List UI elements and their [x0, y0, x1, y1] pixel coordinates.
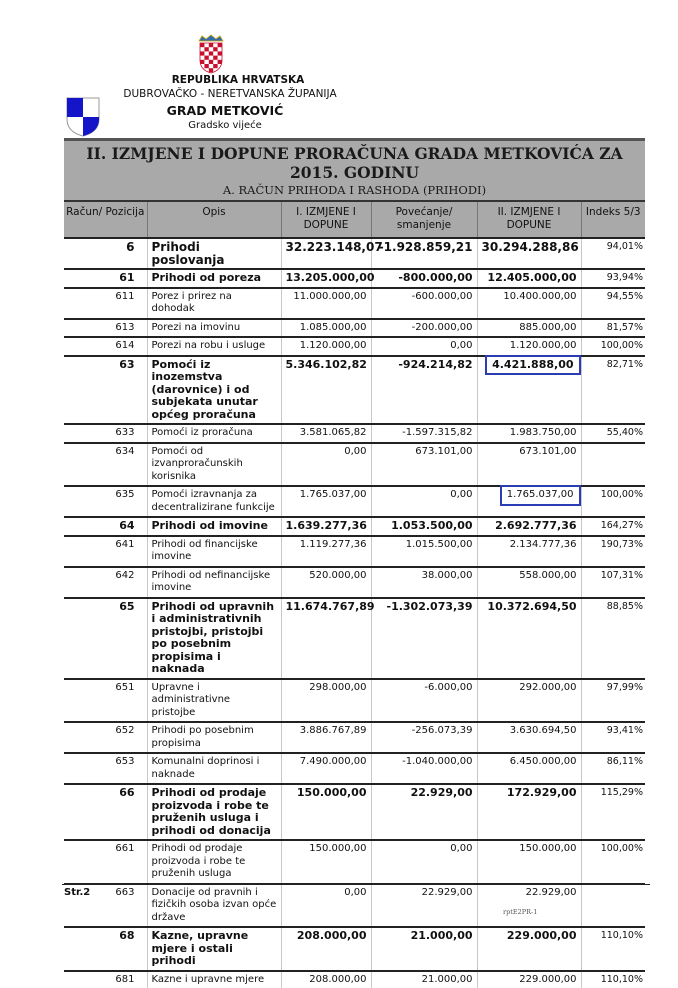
- ii-izmjene-value: 3.630.694,50: [510, 725, 577, 736]
- ii-izmjene-value-cell: [477, 598, 581, 679]
- account-code: 661: [115, 843, 134, 854]
- i-izmjene-value: 11.674.767,89: [286, 600, 375, 613]
- i-izmjene-value-cell: [281, 356, 371, 425]
- ii-izmjene-value: 229.000,00: [507, 929, 577, 942]
- index-value-cell: [581, 679, 645, 723]
- change-value: -200.000,00: [412, 322, 473, 333]
- account-code-cell: [64, 486, 147, 517]
- index-value-cell: [581, 238, 645, 269]
- table-row: [64, 356, 645, 425]
- index-value: 107,31%: [601, 570, 643, 581]
- change-value-cell: [371, 598, 477, 679]
- index-value-cell: [581, 784, 645, 840]
- description: Porezi na imovinu: [152, 322, 241, 333]
- ii-izmjene-value: 10.400.000,00: [503, 291, 576, 302]
- account-code-cell: [64, 598, 147, 679]
- description: Prihodi od nefinancijske imovine: [152, 570, 271, 594]
- account-code-cell: [64, 971, 147, 988]
- i-izmjene-value: 298.000,00: [309, 682, 366, 693]
- description: Prihodi od prodaje proizvoda i robe te pruženih usluga: [152, 843, 246, 879]
- index-value-cell: [581, 598, 645, 679]
- i-izmjene-value-cell: [281, 784, 371, 840]
- i-izmjene-value: 0,00: [344, 887, 366, 898]
- change-value-cell: [371, 840, 477, 884]
- change-value-cell: [371, 486, 477, 517]
- account-code-cell: [64, 840, 147, 884]
- ii-izmjene-value: 10.372.694,50: [487, 600, 576, 613]
- change-value-cell: [371, 679, 477, 723]
- account-code: 68: [119, 929, 134, 942]
- table-header-row: [64, 201, 645, 238]
- i-izmjene-value-cell: [281, 319, 371, 338]
- change-value: 0,00: [450, 489, 472, 500]
- account-code: 65: [119, 600, 134, 613]
- description-cell: [147, 443, 281, 487]
- table-row: [64, 753, 645, 784]
- header-zupanija: DUBROVAČKO - NERETVANSKA ŽUPANIJA: [100, 88, 360, 100]
- index-value: 88,85%: [607, 601, 643, 612]
- index-value: 97,99%: [607, 682, 643, 693]
- description: Kazne i upravne mjere: [152, 974, 265, 985]
- account-code-cell: [64, 679, 147, 723]
- description: Komunalni doprinosi i naknade: [152, 756, 260, 780]
- ii-izmjene-value-cell: [477, 337, 581, 356]
- change-value-cell: [371, 269, 477, 288]
- change-value: 38.000,00: [422, 570, 473, 581]
- i-izmjene-value: 3.581.065,82: [300, 427, 367, 438]
- ii-izmjene-value-cell: [477, 443, 581, 487]
- change-value-cell: [371, 356, 477, 425]
- index-value: 55,40%: [607, 427, 643, 438]
- index-value-cell: [581, 517, 645, 536]
- i-izmjene-value-cell: [281, 337, 371, 356]
- header-vijece: Gradsko vijeće: [150, 120, 300, 131]
- index-value-cell: [581, 753, 645, 784]
- ii-izmjene-value-cell: [477, 424, 581, 443]
- description-cell: [147, 269, 281, 288]
- ii-izmjene-value: 172.929,00: [507, 786, 577, 799]
- change-value-cell: [371, 722, 477, 753]
- ii-izmjene-value-cell: [477, 971, 581, 988]
- change-value-cell: [371, 443, 477, 487]
- index-value-cell: [581, 337, 645, 356]
- account-code-cell: [64, 356, 147, 425]
- index-value: 164,27%: [601, 520, 643, 531]
- i-izmjene-value: 150.000,00: [297, 786, 367, 799]
- i-izmjene-value: 3.886.767,89: [300, 725, 367, 736]
- account-code-cell: [64, 722, 147, 753]
- ii-izmjene-value-cell: [477, 840, 581, 884]
- i-izmjene-value-cell: [281, 722, 371, 753]
- ii-izmjene-value-cell: [477, 319, 581, 338]
- change-value: 22.929,00: [422, 887, 473, 898]
- ii-izmjene-value-cell: [477, 722, 581, 753]
- i-izmjene-value: 208.000,00: [309, 974, 366, 985]
- change-value-cell: [371, 536, 477, 567]
- account-code-cell: [64, 288, 147, 319]
- column-header-povecanje: Povećanje/ smanjenje: [371, 201, 477, 238]
- ii-izmjene-value-cell: [477, 567, 581, 598]
- index-value-cell: [581, 356, 645, 425]
- description-cell: [147, 486, 281, 517]
- description: Prihodi od financijske imovine: [152, 539, 258, 563]
- description: Pomoći iz inozemstva (darovnice) i od subjekata unutar općeg proračuna: [152, 358, 258, 421]
- description-cell: [147, 337, 281, 356]
- index-value: 100,00%: [601, 340, 643, 351]
- account-code-cell: [64, 753, 147, 784]
- account-code: 613: [115, 322, 134, 333]
- description: Porezi na robu i usluge: [152, 340, 266, 351]
- column-header-racun: Račun/ Pozicija: [64, 201, 147, 238]
- change-value: 673.101,00: [415, 446, 472, 457]
- budget-table: [64, 200, 645, 988]
- description: Pomoći od izvanproračunskih korisnika: [152, 446, 243, 482]
- change-value-cell: [371, 927, 477, 971]
- account-code: 641: [115, 539, 134, 550]
- i-izmjene-value-cell: [281, 679, 371, 723]
- account-code: 64: [119, 519, 134, 532]
- document-subtitle: A. RAČUN PRIHODA I RASHODA (PRIHODI): [64, 183, 645, 197]
- account-code: 63: [119, 358, 134, 371]
- table-row: [64, 424, 645, 443]
- ii-izmjene-value-cell: [477, 536, 581, 567]
- i-izmjene-value-cell: [281, 927, 371, 971]
- index-value-cell: [581, 536, 645, 567]
- index-value-cell: [581, 884, 645, 928]
- account-code: 61: [119, 271, 134, 284]
- account-code: 642: [115, 570, 134, 581]
- change-value: -1.040.000,00: [402, 756, 472, 767]
- change-value: 22.929,00: [411, 786, 473, 799]
- change-value-cell: [371, 288, 477, 319]
- ii-izmjene-value: 1.120.000,00: [510, 340, 577, 351]
- column-header-indeks: Indeks 5/3: [581, 201, 645, 238]
- account-code: 663: [115, 887, 134, 898]
- ii-izmjene-value-cell: [477, 486, 581, 517]
- i-izmjene-value-cell: [281, 840, 371, 884]
- change-value: -924.214,82: [398, 358, 472, 371]
- i-izmjene-value-cell: [281, 598, 371, 679]
- ii-izmjene-value-cell: [477, 238, 581, 269]
- account-code-cell: [64, 319, 147, 338]
- description-cell: [147, 753, 281, 784]
- description-cell: [147, 679, 281, 723]
- account-code-cell: [64, 536, 147, 567]
- description: Prihodi po posebnim propisima: [152, 725, 254, 749]
- account-code-cell: [64, 517, 147, 536]
- ii-izmjene-value-cell: [477, 753, 581, 784]
- account-code: 633: [115, 427, 134, 438]
- index-value: 81,57%: [607, 322, 643, 333]
- index-value-cell: [581, 927, 645, 971]
- description: Donacije od pravnih i fizičkih osoba izvan opće države: [152, 887, 277, 923]
- i-izmjene-value: 13.205.000,00: [286, 271, 375, 284]
- index-value-cell: [581, 567, 645, 598]
- index-value: 93,94%: [607, 272, 643, 283]
- index-value: 94,55%: [607, 291, 643, 302]
- description: Prihodi od prodaje proizvoda i robe te pruženih usluga i prihodi od donacija: [152, 786, 271, 837]
- description-cell: [147, 319, 281, 338]
- account-code: 634: [115, 446, 134, 457]
- account-code: 651: [115, 682, 134, 693]
- description-cell: [147, 238, 281, 269]
- change-value: -1.302.073,39: [387, 600, 473, 613]
- index-value: 190,73%: [601, 539, 643, 550]
- description: Upravne i administrativne pristojbe: [152, 682, 231, 718]
- i-izmjene-value: 5.346.102,82: [286, 358, 367, 371]
- table-row: [64, 536, 645, 567]
- ii-izmjene-value: 22.929,00: [526, 887, 577, 898]
- document-header: [0, 0, 678, 142]
- index-value-cell: [581, 722, 645, 753]
- i-izmjene-value: 1.120.000,00: [300, 340, 367, 351]
- table-row: [64, 443, 645, 487]
- ii-izmjene-value: 673.101,00: [519, 446, 576, 457]
- ii-izmjene-value-highlighted: 4.421.888,00: [485, 355, 580, 376]
- account-code: 614: [115, 340, 134, 351]
- description-cell: [147, 884, 281, 928]
- change-value-cell: [371, 884, 477, 928]
- change-value: 0,00: [450, 340, 472, 351]
- index-value-cell: [581, 424, 645, 443]
- account-code-cell: [64, 238, 147, 269]
- table-row: [64, 319, 645, 338]
- index-value-cell: [581, 971, 645, 988]
- table-row: [64, 784, 645, 840]
- account-code-cell: [64, 269, 147, 288]
- ii-izmjene-value-cell: [477, 927, 581, 971]
- table-row: [64, 679, 645, 723]
- description: Pomoći izravnanja za decentralizirane funkcije: [152, 489, 275, 513]
- table-row: [64, 486, 645, 517]
- index-value-cell: [581, 486, 645, 517]
- account-code: 611: [115, 291, 134, 302]
- change-value-cell: [371, 319, 477, 338]
- change-value: -6.000,00: [424, 682, 472, 693]
- ii-izmjene-value: 30.294.288,86: [482, 240, 579, 254]
- change-value-cell: [371, 337, 477, 356]
- i-izmjene-value: 520.000,00: [309, 570, 366, 581]
- i-izmjene-value-cell: [281, 753, 371, 784]
- index-value: 86,11%: [607, 756, 643, 767]
- description-cell: [147, 288, 281, 319]
- change-value: 21.000,00: [411, 929, 473, 942]
- i-izmjene-value-cell: [281, 288, 371, 319]
- table-row: [64, 884, 645, 928]
- account-code: 635: [115, 489, 134, 500]
- account-code-cell: [64, 784, 147, 840]
- ii-izmjene-value: 292.000,00: [519, 682, 576, 693]
- ii-izmjene-value: 885.000,00: [519, 322, 576, 333]
- i-izmjene-value: 32.223.148,07: [286, 240, 383, 254]
- i-izmjene-value-cell: [281, 443, 371, 487]
- account-code-cell: [64, 927, 147, 971]
- i-izmjene-value: 1.085.000,00: [300, 322, 367, 333]
- index-value: 115,29%: [601, 787, 643, 798]
- description-cell: [147, 784, 281, 840]
- index-value-cell: [581, 319, 645, 338]
- title-band: [64, 138, 645, 200]
- document-title: II. IZMJENE I DOPUNE PRORAČUNA GRADA METKOVIĆA ZA 2015. GODINU: [64, 144, 645, 182]
- ii-izmjene-value: 12.405.000,00: [487, 271, 576, 284]
- ii-izmjene-value-cell: [477, 884, 581, 928]
- table-row: [64, 927, 645, 971]
- description-cell: [147, 722, 281, 753]
- table-row: [64, 337, 645, 356]
- change-value-cell: [371, 517, 477, 536]
- ii-izmjene-value: 6.450.000,00: [510, 756, 577, 767]
- description: Prihodi od upravnih i administrativnih pristojbi, pristojbi po posebnim propisima i naknada: [152, 600, 275, 676]
- table-row: [64, 288, 645, 319]
- ii-izmjene-value: 229.000,00: [519, 974, 576, 985]
- ii-izmjene-value: 558.000,00: [519, 570, 576, 581]
- i-izmjene-value: 11.000.000,00: [293, 291, 366, 302]
- change-value-cell: [371, 971, 477, 988]
- column-header-opis: Opis: [147, 201, 281, 238]
- change-value: -1.597.315,82: [402, 427, 472, 438]
- change-value-cell: [371, 424, 477, 443]
- index-value: 82,71%: [607, 359, 643, 370]
- table-row: [64, 598, 645, 679]
- column-header-ii-izmjene: II. IZMJENE I DOPUNE: [477, 201, 581, 238]
- table-row: [64, 517, 645, 536]
- i-izmjene-value-cell: [281, 486, 371, 517]
- i-izmjene-value: 7.490.000,00: [300, 756, 367, 767]
- description: Porez i prirez na dohodak: [152, 291, 232, 315]
- account-code: 6: [126, 240, 134, 254]
- report-code: rptE2PR-1: [503, 908, 537, 916]
- footer-divider: [62, 884, 650, 885]
- account-code-cell: [64, 567, 147, 598]
- table-row: [64, 971, 645, 988]
- change-value-cell: [371, 753, 477, 784]
- ii-izmjene-value: 2.134.777,36: [510, 539, 577, 550]
- i-izmjene-value: 1.765.037,00: [300, 489, 367, 500]
- index-value: 94,01%: [607, 241, 643, 252]
- i-izmjene-value: 208.000,00: [297, 929, 367, 942]
- change-value-cell: [371, 567, 477, 598]
- change-value: -256.073,39: [412, 725, 473, 736]
- page-number: Str.2: [64, 887, 90, 898]
- i-izmjene-value: 150.000,00: [309, 843, 366, 854]
- column-header-i-izmjene: I. IZMJENE I DOPUNE: [281, 201, 371, 238]
- index-value: 100,00%: [601, 843, 643, 854]
- i-izmjene-value-cell: [281, 567, 371, 598]
- index-value: 110,10%: [601, 974, 643, 985]
- description-cell: [147, 424, 281, 443]
- description: Prihodi od poreza: [152, 271, 262, 284]
- index-value-cell: [581, 269, 645, 288]
- account-code-cell: [64, 443, 147, 487]
- description-cell: [147, 536, 281, 567]
- ii-izmjene-value-cell: [477, 288, 581, 319]
- ii-izmjene-value-cell: [477, 679, 581, 723]
- table-body: [64, 238, 645, 988]
- table-row: [64, 238, 645, 269]
- change-value: 1.053.500,00: [391, 519, 472, 532]
- index-value-cell: [581, 288, 645, 319]
- change-value-cell: [371, 238, 477, 269]
- change-value: -1.928.859,21: [379, 240, 473, 254]
- header-grad: GRAD METKOVIĆ: [120, 103, 330, 118]
- table-row: [64, 722, 645, 753]
- ii-izmjene-value-highlighted: 1.765.037,00: [500, 485, 581, 506]
- croatia-coat-of-arms-icon: [196, 34, 226, 74]
- index-value-cell: [581, 443, 645, 487]
- account-code: 681: [115, 974, 134, 985]
- i-izmjene-value-cell: [281, 517, 371, 536]
- change-value: -600.000,00: [412, 291, 473, 302]
- i-izmjene-value-cell: [281, 884, 371, 928]
- i-izmjene-value: 1.639.277,36: [286, 519, 367, 532]
- i-izmjene-value-cell: [281, 536, 371, 567]
- change-value: 21.000,00: [422, 974, 473, 985]
- i-izmjene-value-cell: [281, 269, 371, 288]
- table-row: [64, 269, 645, 288]
- description-cell: [147, 567, 281, 598]
- ii-izmjene-value-cell: [477, 517, 581, 536]
- index-value: 100,00%: [601, 489, 643, 500]
- description: Kazne, upravne mjere i ostali prihodi: [152, 929, 249, 967]
- index-value: 110,10%: [601, 930, 643, 941]
- i-izmjene-value: 0,00: [344, 446, 366, 457]
- account-code: 653: [115, 756, 134, 767]
- metkovic-shield-icon: [66, 97, 100, 137]
- ii-izmjene-value-cell: [477, 356, 581, 425]
- description: Pomoći iz proračuna: [152, 427, 253, 438]
- ii-izmjene-value: 1.983.750,00: [510, 427, 577, 438]
- index-value-cell: [581, 840, 645, 884]
- i-izmjene-value-cell: [281, 424, 371, 443]
- change-value: 1.015.500,00: [406, 539, 473, 550]
- change-value: -800.000,00: [398, 271, 472, 284]
- ii-izmjene-value-cell: [477, 269, 581, 288]
- account-code-cell: [64, 424, 147, 443]
- change-value: 0,00: [450, 843, 472, 854]
- ii-izmjene-value: 150.000,00: [519, 843, 576, 854]
- account-code-cell: [64, 337, 147, 356]
- description-cell: [147, 927, 281, 971]
- account-code: 66: [119, 786, 134, 799]
- header-republika: REPUBLIKA HRVATSKA: [148, 74, 328, 86]
- description: Prihodi poslovanja: [152, 240, 225, 267]
- i-izmjene-value-cell: [281, 238, 371, 269]
- table-row: [64, 840, 645, 884]
- description: Prihodi od imovine: [152, 519, 268, 532]
- change-value-cell: [371, 784, 477, 840]
- index-value: 93,41%: [607, 725, 643, 736]
- account-code: 652: [115, 725, 134, 736]
- ii-izmjene-value-cell: [477, 784, 581, 840]
- i-izmjene-value: 1.119.277,36: [300, 539, 367, 550]
- ii-izmjene-value: 2.692.777,36: [495, 519, 576, 532]
- i-izmjene-value-cell: [281, 971, 371, 988]
- table-row: [64, 567, 645, 598]
- description-cell: [147, 517, 281, 536]
- description-cell: [147, 971, 281, 988]
- description-cell: [147, 598, 281, 679]
- description-cell: [147, 356, 281, 425]
- description-cell: [147, 840, 281, 884]
